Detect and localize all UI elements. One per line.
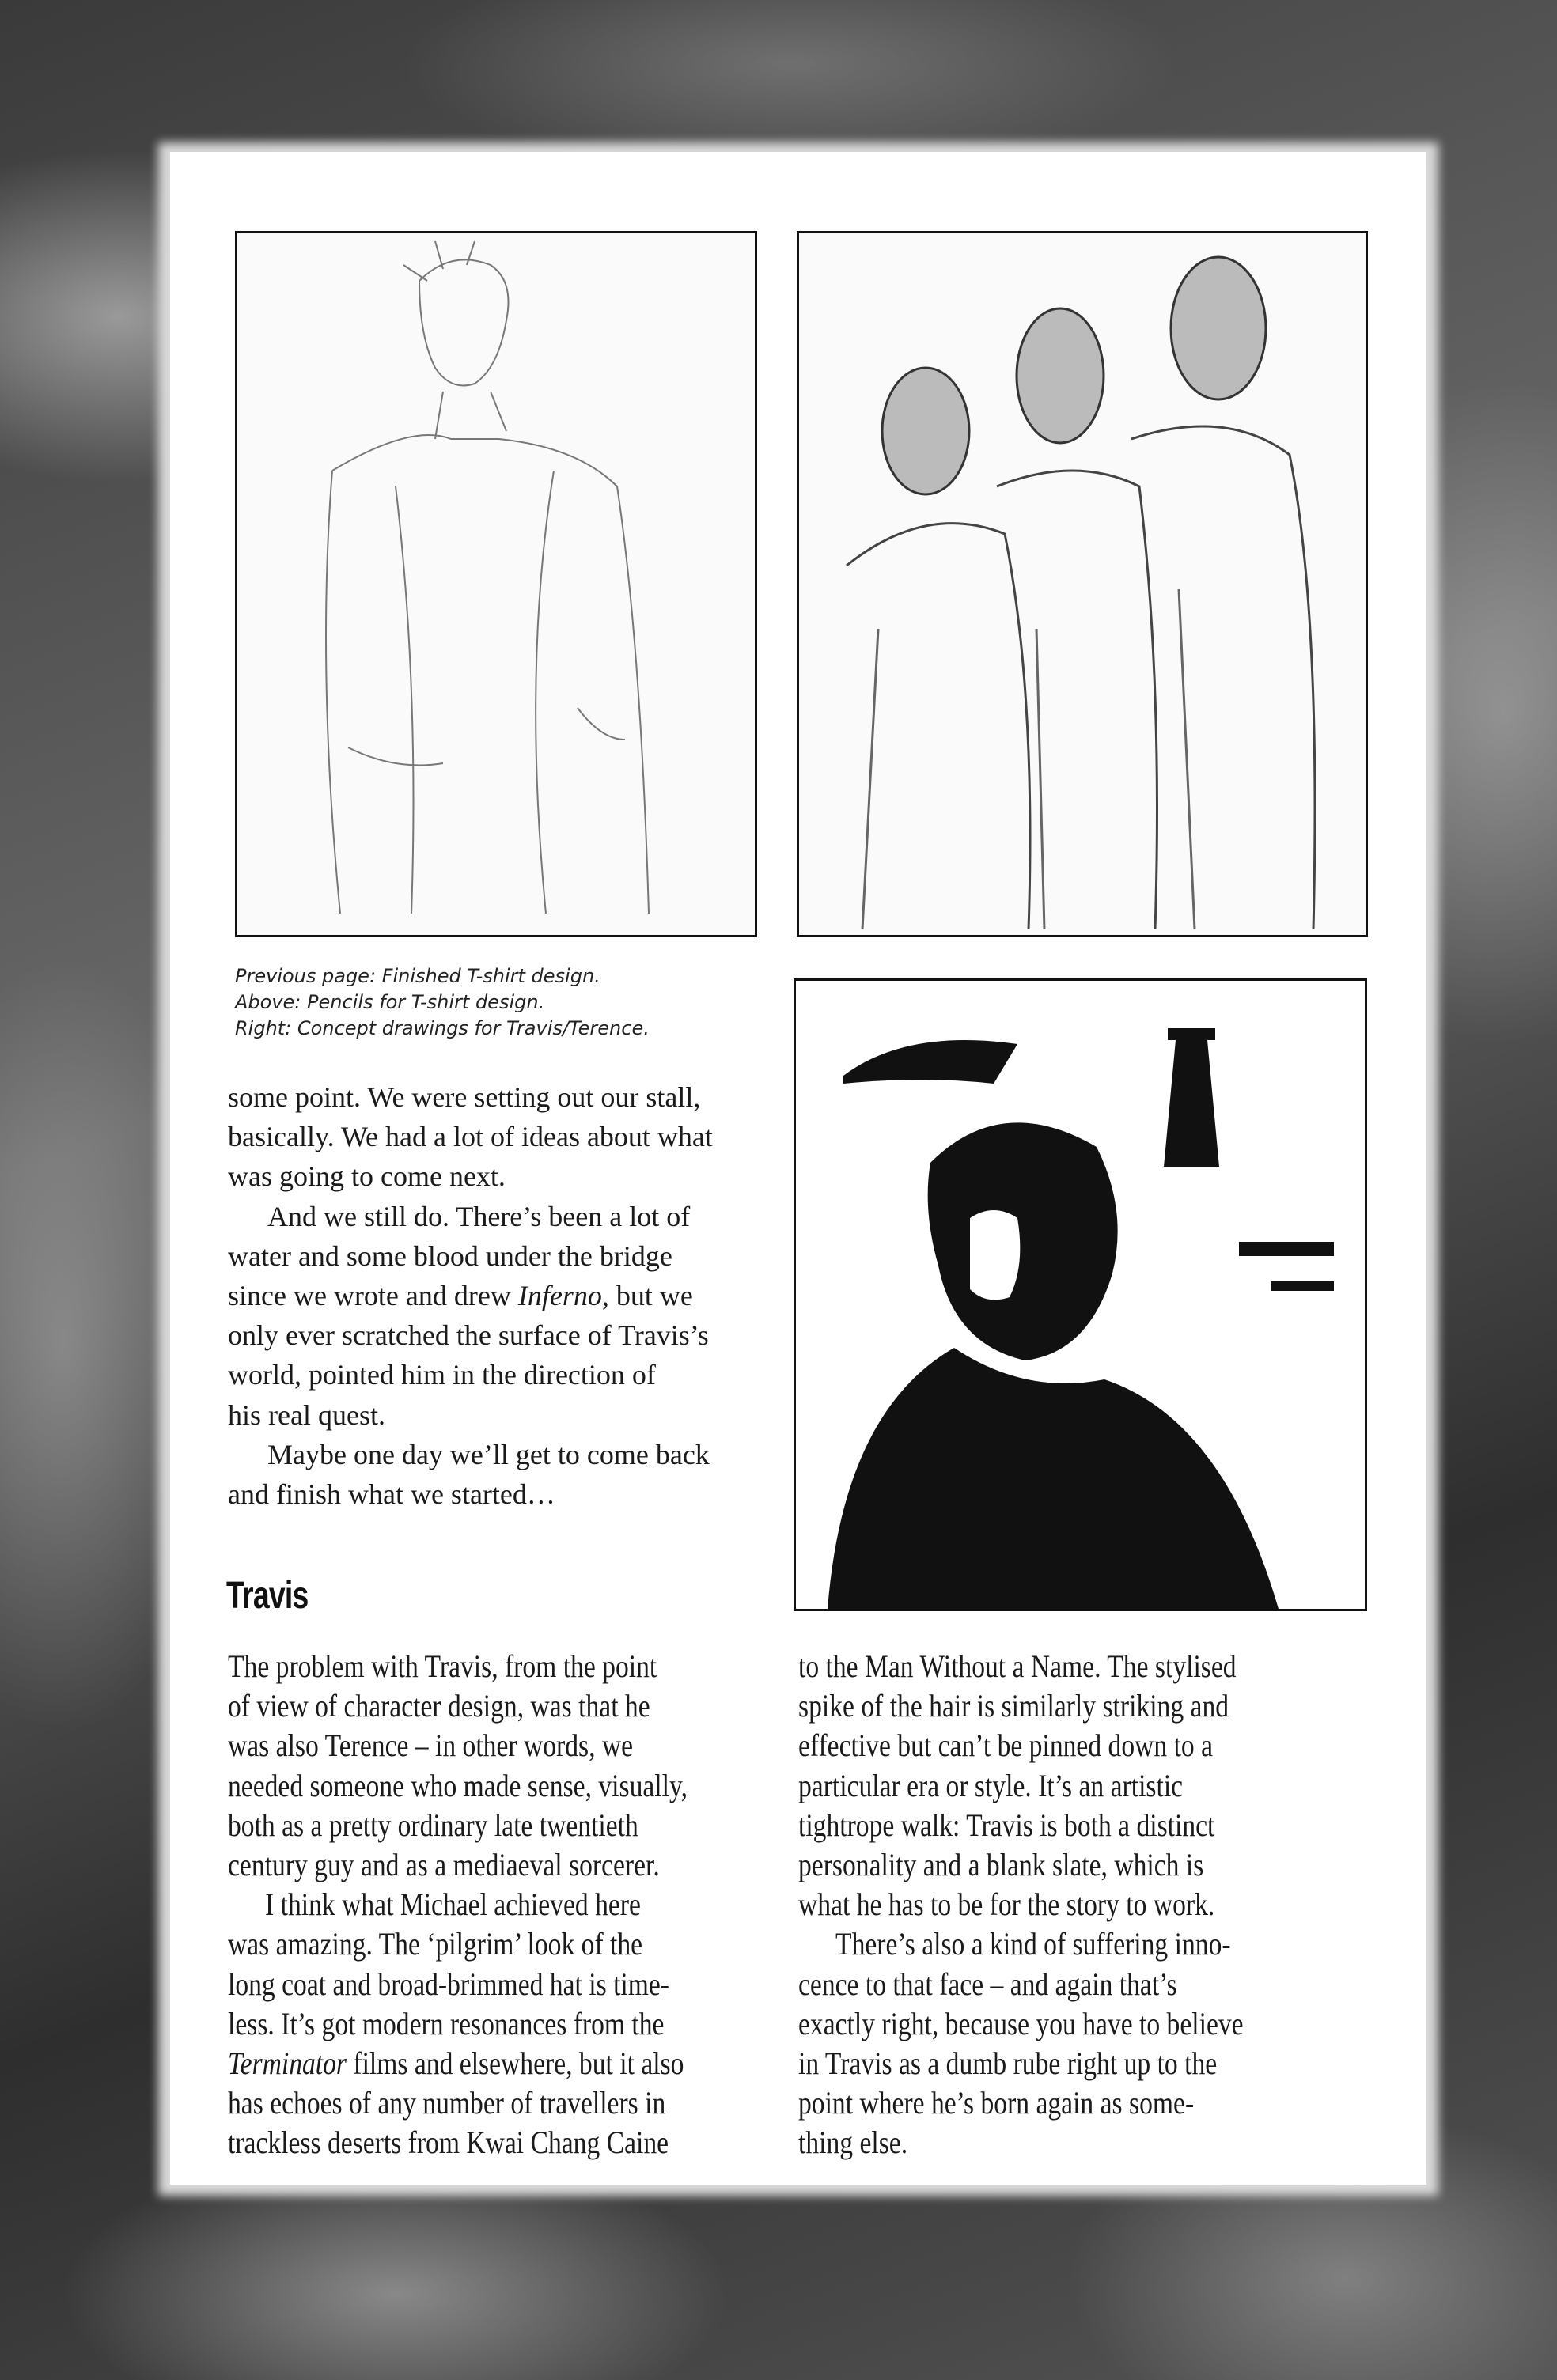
text-line: I think what Michael achieved here bbox=[265, 1886, 641, 1923]
text-line: in Travis as a dumb rube right up to the bbox=[798, 2045, 1218, 2082]
text-line: only ever scratched the surface of Travis’s bbox=[228, 1319, 709, 1352]
text-line: thing else. bbox=[798, 2125, 908, 2161]
right-column-text bbox=[798, 1647, 1244, 2163]
text-line: The problem with Travis, from the point bbox=[228, 1648, 657, 1684]
caption-line: Previous page: Finished T-shirt design. bbox=[235, 965, 600, 987]
text-line: particular era or style. It’s an artistic bbox=[798, 1767, 1184, 1803]
text-line: and finish what we started… bbox=[228, 1478, 555, 1511]
text-line: tightrope walk: Travis is both a distinct bbox=[798, 1807, 1215, 1843]
text-line: was going to come next. bbox=[228, 1160, 506, 1193]
text-line: Terminator films and elsewhere, but it also bbox=[228, 2045, 684, 2082]
text-line: There’s also a kind of suffering inno- bbox=[835, 1926, 1231, 1962]
text-line: his real quest. bbox=[228, 1398, 385, 1431]
text-line: personality and a blank slate, which is bbox=[798, 1847, 1204, 1883]
section-heading: Travis bbox=[226, 1575, 309, 1617]
text-line: was amazing. The ‘pilgrim’ look of the bbox=[228, 1926, 643, 1962]
text-line: needed someone who made sense, visually, bbox=[228, 1767, 688, 1803]
text-line: century guy and as a mediaeval sorcerer. bbox=[228, 1847, 660, 1883]
text-line: cence to that face – and again that’s bbox=[798, 1966, 1177, 2002]
pencil-sketch-tshirt bbox=[235, 231, 757, 937]
caption-line: Right: Concept drawings for Travis/Terence. bbox=[235, 1017, 650, 1039]
text-line: water and some blood under the bridge bbox=[228, 1239, 672, 1272]
text-line: has echoes of any number of travellers in bbox=[228, 2085, 666, 2121]
text-line: of view of character design, was that he bbox=[228, 1688, 650, 1724]
ink-concept-travis bbox=[794, 978, 1367, 1611]
text-line: spike of the hair is similarly striking and bbox=[798, 1688, 1229, 1724]
text-line: since we wrote and drew Inferno, but we bbox=[228, 1280, 693, 1312]
text-line: less. It’s got modern resonances from the bbox=[228, 2005, 665, 2041]
text-line: point where he’s born again as some- bbox=[798, 2085, 1195, 2121]
text-line: was also Terence – in other words, we bbox=[228, 1727, 634, 1764]
text-line: world, pointed him in the direction of bbox=[228, 1359, 656, 1391]
text-line: exactly right, because you have to believe bbox=[798, 2005, 1244, 2041]
text-line: to the Man Without a Name. The stylised bbox=[798, 1648, 1237, 1684]
text-line: Maybe one day we’ll get to come back bbox=[267, 1438, 710, 1470]
text-line: effective but can’t be pinned down to a bbox=[798, 1727, 1214, 1764]
intro-paragraphs bbox=[228, 1077, 713, 1514]
pencil-concept-three-figures bbox=[797, 231, 1368, 937]
figure-caption bbox=[235, 963, 650, 1042]
caption-line: Above: Pencils for T-shirt design. bbox=[235, 991, 545, 1013]
text-line: some point. We were setting out our stall, bbox=[228, 1081, 701, 1113]
text-line: what he has to be for the story to work. bbox=[798, 1886, 1215, 1923]
left-column-text bbox=[228, 1647, 688, 2163]
text-line: trackless deserts from Kwai Chang Caine bbox=[228, 2125, 669, 2161]
text-line: And we still do. There’s been a lot of bbox=[267, 1200, 691, 1232]
text-line: basically. We had a lot of ideas about what bbox=[228, 1121, 713, 1153]
text-line: both as a pretty ordinary late twentieth bbox=[228, 1807, 638, 1843]
text-line: long coat and broad-brimmed hat is time- bbox=[228, 1966, 669, 2002]
